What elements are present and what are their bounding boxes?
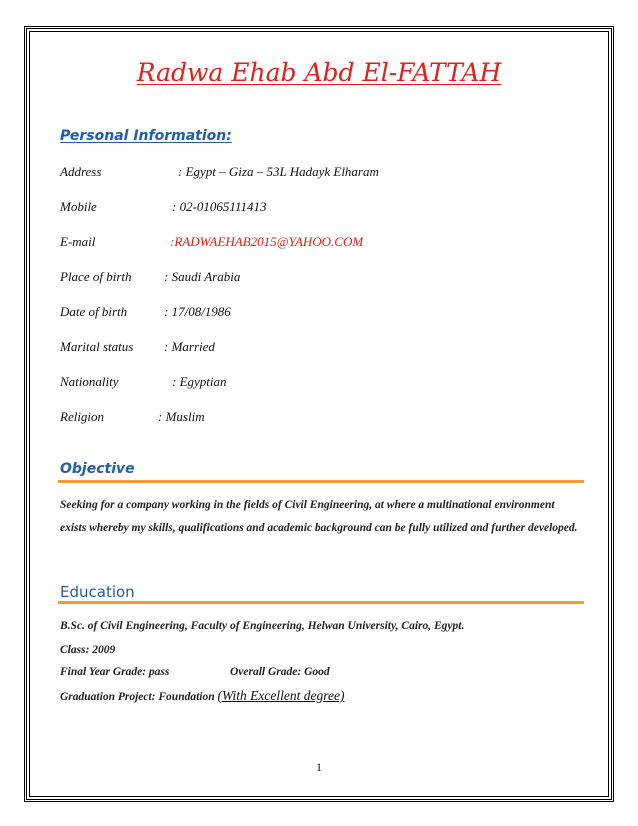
info-row-mobile [60,199,267,215]
info-row-date-of-birth [60,304,231,320]
info-label: Nationality [60,374,119,389]
info-value: : Egyptian [172,374,227,389]
info-value: : Egypt – Giza – 53L Hadayk Elharam [178,164,379,179]
info-value: : Saudi Arabia [164,269,241,284]
education-degree: B.Sc. of Civil Engineering, Faculty of Engineering, Helwan University, Cairo, Egypt. [60,620,465,632]
info-value: : 02-01065111413 [172,199,267,214]
info-label: E-mail [60,234,96,249]
email-value: :RADWAEHAB2015@YAHOO.COM [170,234,364,249]
education-project [60,688,344,704]
page-number: 1 [316,760,322,774]
education-heading: Education [60,583,135,601]
info-label: Date of birth [60,304,128,319]
personal-info-heading: Personal Information: [60,128,232,144]
project-note: (With Excellent degree) [217,688,345,703]
info-row-religion [60,409,205,425]
info-row-nationality [60,374,227,390]
objective-heading: Objective [60,461,135,477]
info-label: Marital status [60,339,134,354]
education-grades [60,666,330,678]
info-row-email [60,234,364,250]
candidate-name: Radwa Ehab Abd El-FATTAH [136,58,502,87]
info-label: Religion [60,409,105,424]
objective-divider [58,480,584,483]
final-grade: Final Year Grade: pass [60,666,170,678]
project-label: Graduation Project: Foundation [60,691,215,703]
info-value: : 17/08/1986 [164,304,231,319]
info-row-marital-status [60,339,215,355]
education-class: Class: 2009 [60,644,116,656]
info-label: Address [60,164,102,179]
info-value: : Muslim [158,409,205,424]
info-label: Mobile [60,199,97,214]
info-value: : Married [164,339,215,354]
info-row-address [60,164,379,180]
objective-text: Seeking for a company working in the fields of Civil Engineering, at where a multinational environment exists whereby my skills, qualifications and academic background can be fully utilized and further developed. [60,499,578,534]
overall-grade: Overall Grade: Good [230,666,330,678]
info-row-place-of-birth [60,269,241,285]
info-label: Place of birth [60,269,132,284]
education-divider [58,601,584,604]
